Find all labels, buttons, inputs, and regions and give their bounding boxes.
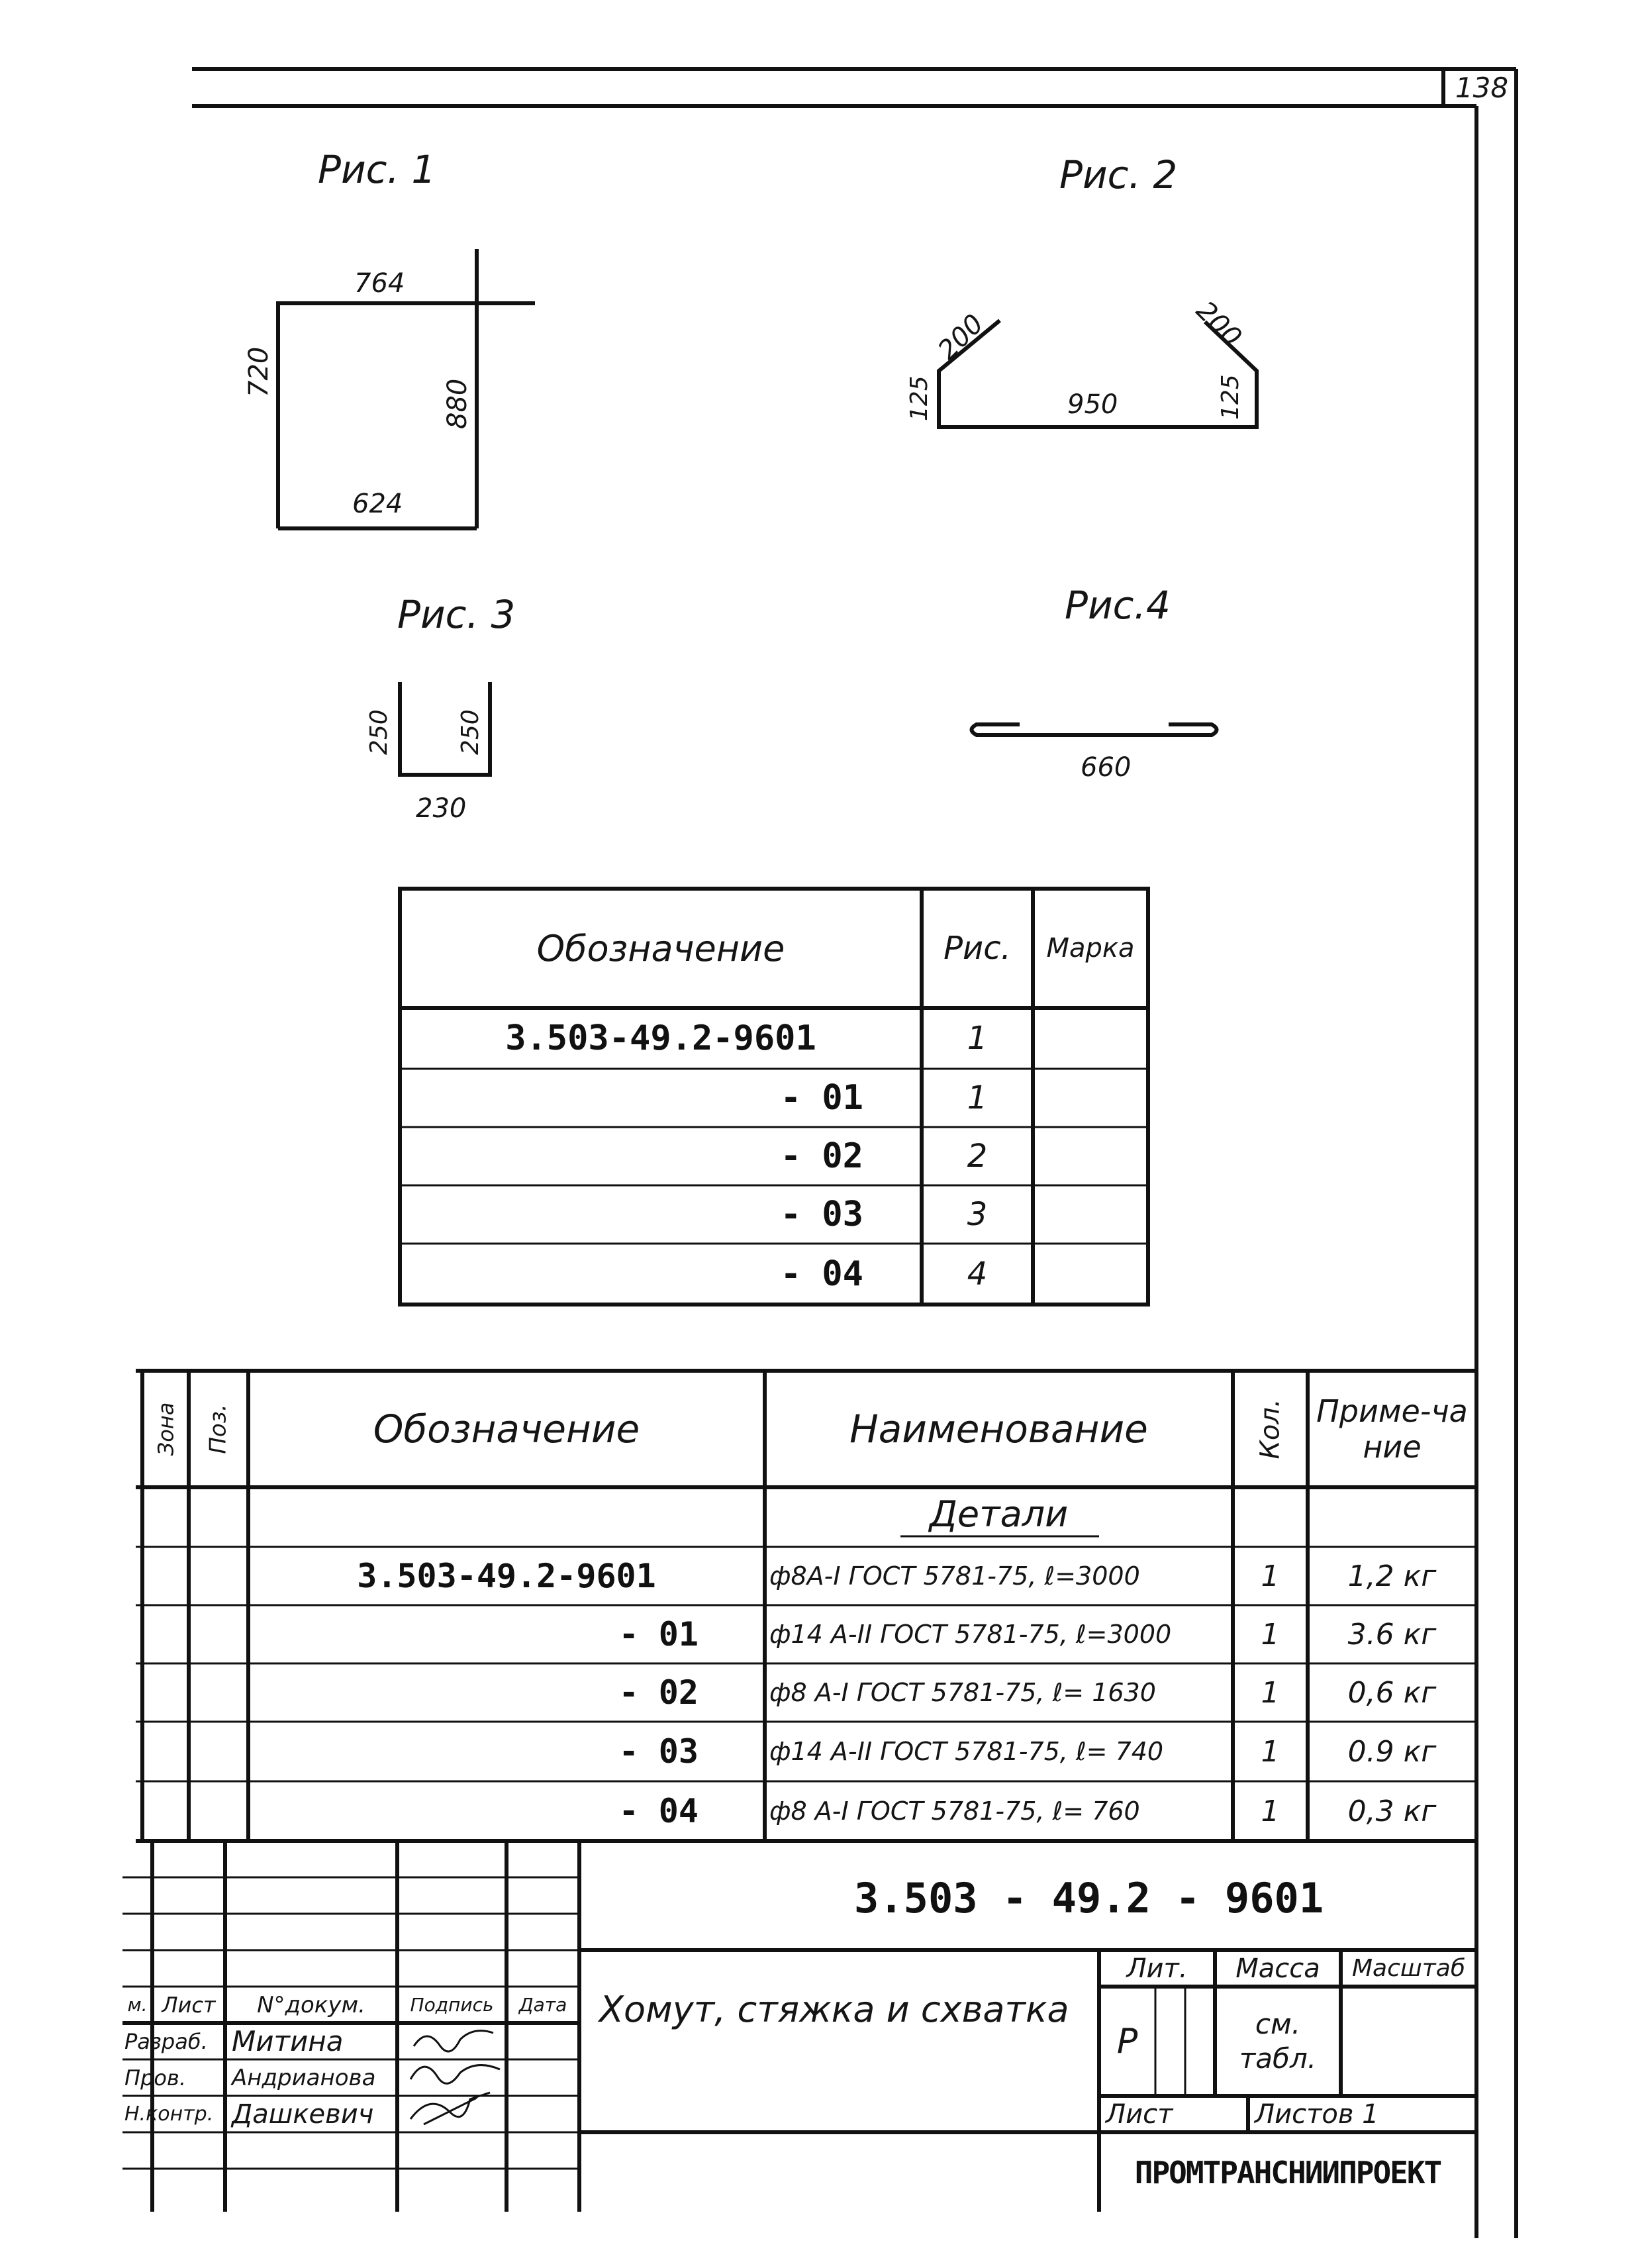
table-row-figure: 1 bbox=[967, 1079, 988, 1116]
spec-row-note: 1,2 кг bbox=[1347, 1559, 1437, 1593]
spec-header-name: Наименование bbox=[849, 1406, 1148, 1452]
header-date: Дата bbox=[518, 1994, 567, 2016]
fig1-dim-bottom: 624 bbox=[352, 489, 403, 519]
organization-name: ПРОМТРАНСНИИПРОЕКТ bbox=[1134, 2155, 1441, 2191]
spec-row-name: ф14 А-II ГОСТ 5781-75, ℓ=3000 bbox=[769, 1620, 1172, 1649]
variants-header-designation: Обозначение bbox=[536, 927, 785, 969]
sheet-label: Лист bbox=[1106, 2098, 1173, 2130]
fig1-dim-left: 720 bbox=[244, 346, 274, 397]
fig2-dim-base: 950 bbox=[1067, 389, 1118, 420]
spec-row-designation: - 03 bbox=[618, 1732, 699, 1771]
spec-header-qty: Кол. bbox=[1255, 1399, 1286, 1459]
table-row-figure: 3 bbox=[967, 1196, 988, 1233]
name-developer: Митина bbox=[232, 2025, 344, 2057]
fig3-title: Рис. 3 bbox=[397, 592, 516, 637]
spec-row-name: ф8 А-I ГОСТ 5781-75, ℓ= 760 bbox=[769, 1797, 1140, 1826]
name-checker: Андрианова bbox=[232, 2064, 376, 2091]
table-row-designation: 3.503-49.2-9601 bbox=[505, 1018, 816, 1058]
variants-header-mark: Марка bbox=[1046, 933, 1135, 963]
header-change: м. bbox=[127, 1994, 148, 2016]
table-row-designation: - 04 bbox=[780, 1254, 863, 1294]
spec-row-qty: 1 bbox=[1261, 1734, 1280, 1769]
spec-row-qty: 1 bbox=[1261, 1794, 1280, 1828]
doc-code: 3.503 - 49.2 - 9601 bbox=[854, 1874, 1324, 1922]
spec-row-designation: - 01 bbox=[618, 1615, 699, 1653]
role-checker: Пров. bbox=[124, 2065, 186, 2091]
fig1-title: Рис. 1 bbox=[318, 147, 436, 192]
fig3-dim-right: 250 bbox=[457, 709, 484, 755]
spec-row-designation: 3.503-49.2-9601 bbox=[357, 1557, 656, 1595]
table-row-designation: - 03 bbox=[780, 1195, 863, 1234]
header-signature: Подпись bbox=[410, 1994, 494, 2016]
fig2-dim-left-leg: 125 bbox=[906, 375, 933, 421]
spec-row-name: ф8 А-I ГОСТ 5781-75, ℓ= 1630 bbox=[769, 1678, 1156, 1707]
role-developer: Разраб. bbox=[124, 2028, 208, 2054]
table-row-figure: 4 bbox=[967, 1256, 988, 1293]
spec-row-designation: - 04 bbox=[618, 1792, 699, 1830]
table-row-figure: 1 bbox=[967, 1020, 988, 1057]
fig4-title: Рис.4 bbox=[1065, 583, 1171, 628]
fig2-dim-right-bend: 200 bbox=[1190, 295, 1247, 353]
spec-row-note: 0,3 кг bbox=[1347, 1794, 1437, 1828]
header-sheet: Лист bbox=[162, 1992, 216, 2018]
table-row-figure: 2 bbox=[967, 1138, 988, 1175]
lit-value: Р bbox=[1116, 2021, 1138, 2061]
spec-row-note: 3.6 кг bbox=[1347, 1617, 1437, 1652]
spec-row-note: 0,6 кг bbox=[1347, 1675, 1437, 1710]
mass-value: см. табл. bbox=[1239, 2007, 1317, 2075]
role-norm-control: Н.контр. bbox=[124, 2102, 214, 2126]
mass-label: Масса bbox=[1235, 1953, 1320, 1984]
spec-row-qty: 1 bbox=[1261, 1675, 1280, 1710]
spec-row-designation: - 02 bbox=[618, 1673, 699, 1712]
variants-header-figure: Рис. bbox=[943, 930, 1011, 967]
spec-header-note: Приме-чание bbox=[1316, 1393, 1468, 1465]
fig2-dim-left-bend: 200 bbox=[932, 309, 990, 366]
name-norm-control: Дашкевич bbox=[232, 2098, 374, 2130]
spec-row-qty: 1 bbox=[1261, 1617, 1280, 1652]
sheets-label: Листов 1 bbox=[1255, 2098, 1379, 2130]
spec-header-zone: Зона bbox=[153, 1402, 178, 1456]
page-number: 138 bbox=[1455, 71, 1509, 104]
spec-row-name: ф14 А-II ГОСТ 5781-75, ℓ= 740 bbox=[769, 1737, 1164, 1766]
spec-row-name: ф8А-I ГОСТ 5781-75, ℓ=3000 bbox=[769, 1561, 1140, 1591]
spec-header-pos: Поз. bbox=[205, 1404, 232, 1454]
spec-header-designation: Обозначение bbox=[373, 1406, 640, 1452]
fig3-dim-left: 250 bbox=[365, 709, 393, 755]
fig4-dim-length: 660 bbox=[1081, 752, 1132, 783]
scale-label: Масштаб bbox=[1351, 1955, 1466, 1982]
spec-row-note: 0.9 кг bbox=[1347, 1734, 1437, 1769]
table-row-designation: - 01 bbox=[780, 1078, 863, 1118]
doc-title: Хомут, стяжка и схватка bbox=[599, 1989, 1069, 2030]
table-row-designation: - 02 bbox=[780, 1136, 863, 1176]
header-doc-no: N°докум. bbox=[257, 1991, 365, 2018]
fig2-title: Рис. 2 bbox=[1059, 152, 1178, 197]
fig3-dim-bottom: 230 bbox=[416, 793, 467, 824]
spec-section-title: Детали bbox=[929, 1493, 1069, 1535]
spec-row-qty: 1 bbox=[1261, 1559, 1280, 1593]
fig2-dim-right-leg: 125 bbox=[1217, 374, 1244, 420]
lit-label: Лит. bbox=[1126, 1953, 1188, 1984]
fig1-dim-top: 764 bbox=[354, 268, 405, 299]
fig1-dim-inner: 880 bbox=[442, 378, 473, 429]
